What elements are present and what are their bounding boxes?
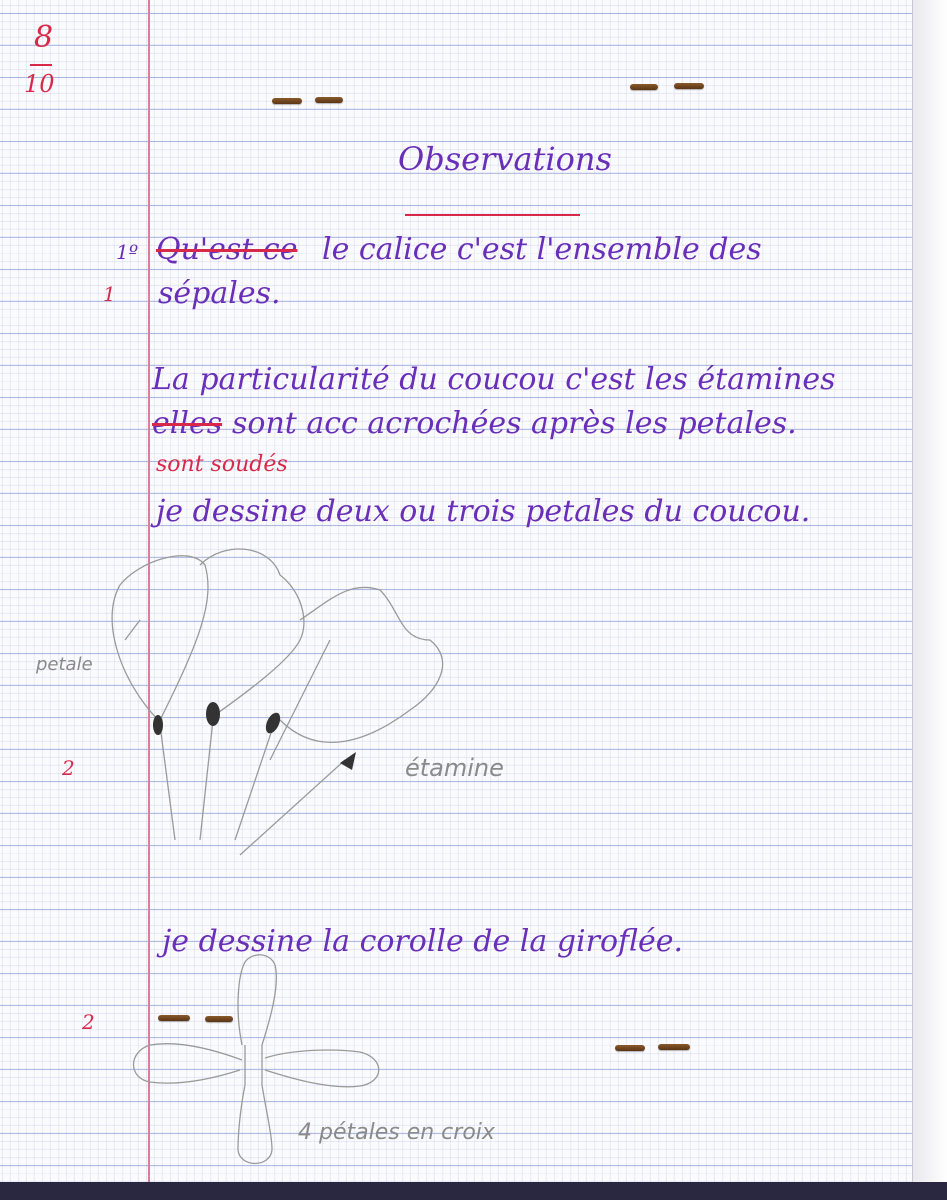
- paragraph-line-2: sont acc acrochées après les petales.: [232, 406, 797, 441]
- grade-score: 8: [34, 20, 54, 55]
- paragraph-line-3: je dessine deux ou trois petales du coucou.: [156, 494, 811, 529]
- label-petal: petale: [36, 654, 93, 675]
- paragraph-line-1: La particularité du coucou c'est les étamines: [152, 362, 836, 397]
- margin-mark-3: 2: [82, 1010, 95, 1034]
- question-number: 1º: [116, 240, 139, 264]
- grade-total: 10: [24, 70, 55, 98]
- corolla-caption: 4 pétales en croix: [298, 1120, 495, 1145]
- struck-question: Qu'est ce: [156, 232, 298, 267]
- answer-line-2: sépales.: [158, 276, 281, 311]
- teacher-correction: sont soudés: [156, 452, 288, 477]
- page-title: Observations: [398, 140, 612, 178]
- struck-word-elles: elles: [152, 406, 223, 441]
- answer-line-1: le calice c'est l'ensemble des: [322, 232, 762, 267]
- giroflee-sentence: je dessine la corolle de la giroflée.: [162, 924, 684, 959]
- margin-mark-2: 2: [62, 756, 75, 780]
- margin-mark-1: 1: [103, 282, 116, 306]
- label-stamen: étamine: [405, 754, 504, 782]
